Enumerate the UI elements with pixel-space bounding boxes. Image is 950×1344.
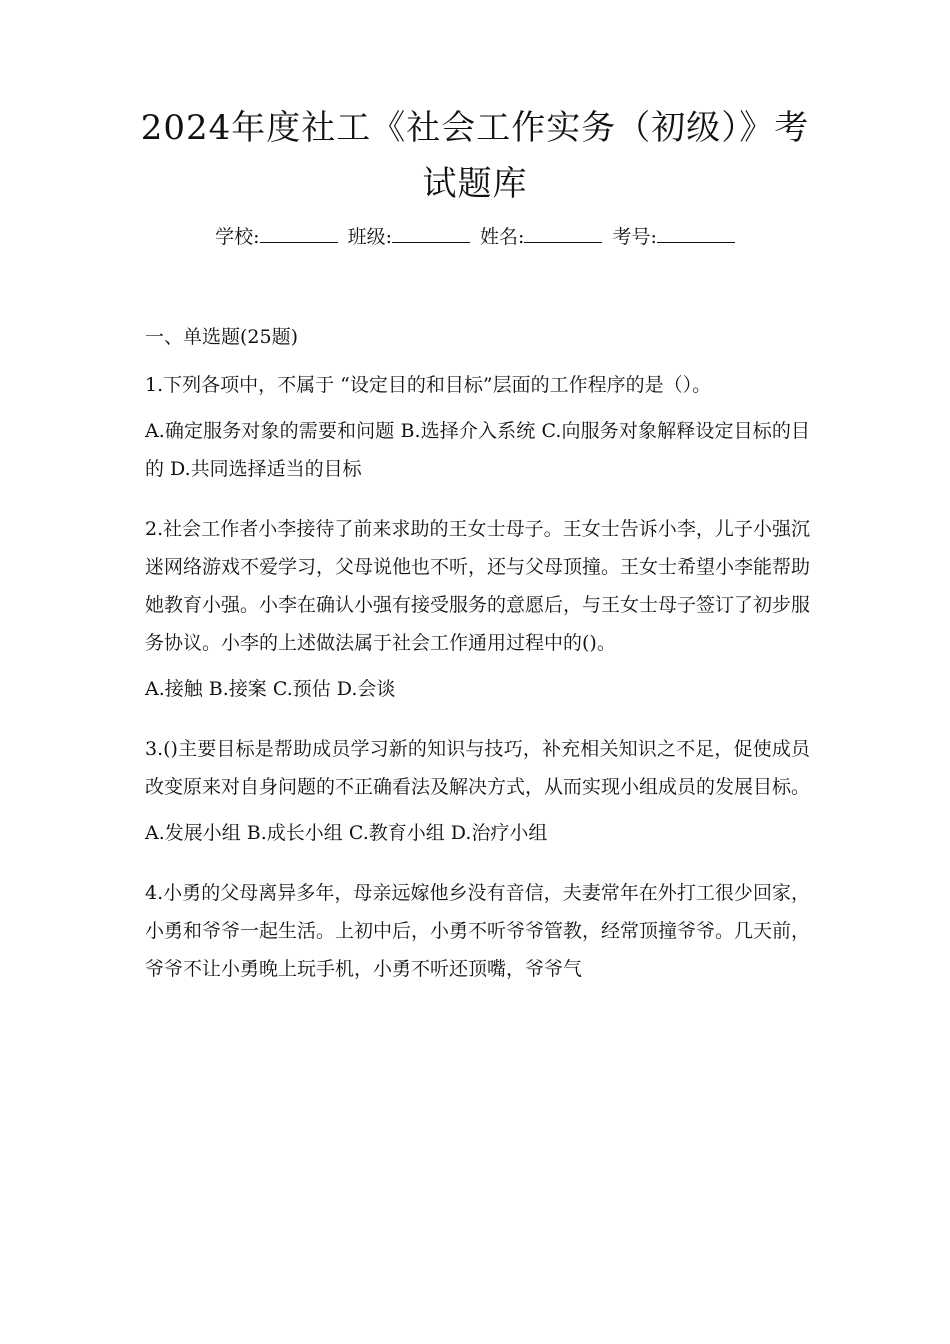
question-options: A.接触 B.接案 C.预估 D.会谈 [145, 678, 396, 700]
question-1 [145, 366, 810, 488]
class-field [348, 222, 470, 252]
question-text: 4.小勇的父母离异多年，母亲远嫁他乡没有音信，夫妻常年在外打工很少回家，小勇和爷爷一起生活。上初中后，小勇不听爷爷管教，经常顶撞爷爷。几天前，爷爷不让小勇晚上玩手机，小勇不听还顶嘴，爷爷气 [145, 882, 811, 980]
question-4 [145, 874, 810, 988]
exam-id-field [612, 222, 734, 252]
title-line-1: 2024年度社工《社会工作实务（初级）》考 [140, 108, 810, 148]
school-field [215, 222, 337, 252]
question-options: A.确定服务对象的需要和问题 B.选择介入系统 C.向服务对象解释设定目标的目的 D.共同选择适当的目标 [145, 420, 810, 480]
question-options: A.发展小组 B.成长小组 C.教育小组 D.治疗小组 [145, 822, 548, 844]
exam-content [145, 318, 810, 1010]
school-blank [260, 222, 338, 243]
school-label: 学校: [215, 226, 260, 248]
class-blank [392, 222, 470, 243]
class-label: 班级: [347, 226, 392, 248]
document-title [120, 100, 830, 212]
exam-id-label: 考号: [612, 226, 657, 248]
question-text: 3.()主要目标是帮助成员学习新的知识与技巧，补充相关知识之不足，促使成员改变原来对自身问题的不正确看法及解决方式，从而实现小组成员的发展目标。 [145, 738, 811, 798]
question-text: 1.下列各项中，不属于 “设定目的和目标”层面的工作程序的是（）。 [145, 374, 712, 396]
exam-id-blank [657, 222, 735, 243]
name-field [480, 222, 602, 252]
name-label: 姓名: [480, 226, 525, 248]
title-line-2: 试题库 [422, 164, 528, 204]
question-3 [145, 730, 810, 852]
question-text: 2.社会工作者小李接待了前来求助的王女士母子。王女士告诉小李，儿子小强沉迷网络游戏不爱学习，父母说他也不听，还与父母顶撞。王女士希望小李能帮助她教育小强。小李在确认小强有接受服务的意愿后，与王女士母子签订了初步服务协议。小李的上述做法属于社会工作通用过程中的()。 [145, 518, 811, 654]
name-blank [524, 222, 602, 243]
question-2 [145, 510, 810, 708]
student-info-row [0, 222, 950, 252]
section-heading: 一、单选题(25题) [145, 326, 299, 348]
